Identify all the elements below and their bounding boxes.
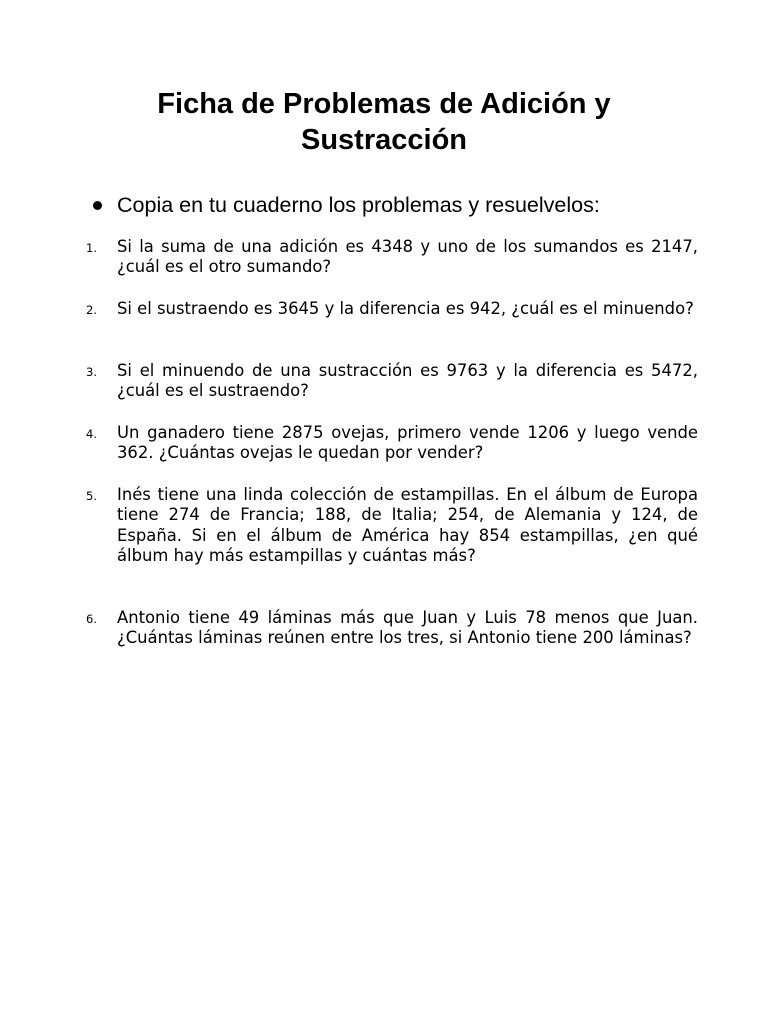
problem-text: Un ganadero tiene 2875 ovejas, primero vende 1206 y luego vende 362. ¿Cuántas ovejas le quedan por vender? — [117, 423, 698, 463]
problem-text: Si el minuendo de una sustracción es 9763 y la diferencia es 5472, ¿cuál es el sustraendo? — [117, 361, 698, 401]
problem-number: 5. — [86, 489, 97, 503]
instruction-text: Copia en tu cuaderno los problemas y resuelvelos: — [117, 193, 600, 217]
problem-text: Si el sustraendo es 3645 y la diferencia es 942, ¿cuál es el minuendo? — [117, 299, 694, 318]
problem-number: 2. — [86, 303, 97, 317]
problem-number: 1. — [86, 241, 97, 255]
bullet-icon — [93, 201, 102, 210]
problem-number: 6. — [86, 612, 97, 626]
problem-text: Antonio tiene 49 láminas más que Juan y Luis 78 menos que Juan. ¿Cuántas láminas reúnen entre los tres, si Antonio tiene 200 láminas? — [117, 608, 698, 648]
instruction-item — [88, 190, 708, 222]
problem-number: 4. — [86, 427, 97, 441]
problem-text: Si la suma de una adición es 4348 y uno de los sumandos es 2147, ¿cuál es el otro sumando? — [117, 237, 698, 277]
problem-text: Inés tiene una linda colección de estampillas. En el álbum de Europa tiene 274 de Francia; 188, de Italia; 254, de Alemania y 124, de España. Si en el álbum de América hay 854 estampillas, ¿en qué álbum hay más estampillas y cuántas más? — [117, 485, 698, 565]
problem-number: 3. — [86, 365, 97, 379]
page-title: Ficha de Problemas de Adición y Sustracción — [157, 88, 611, 156]
